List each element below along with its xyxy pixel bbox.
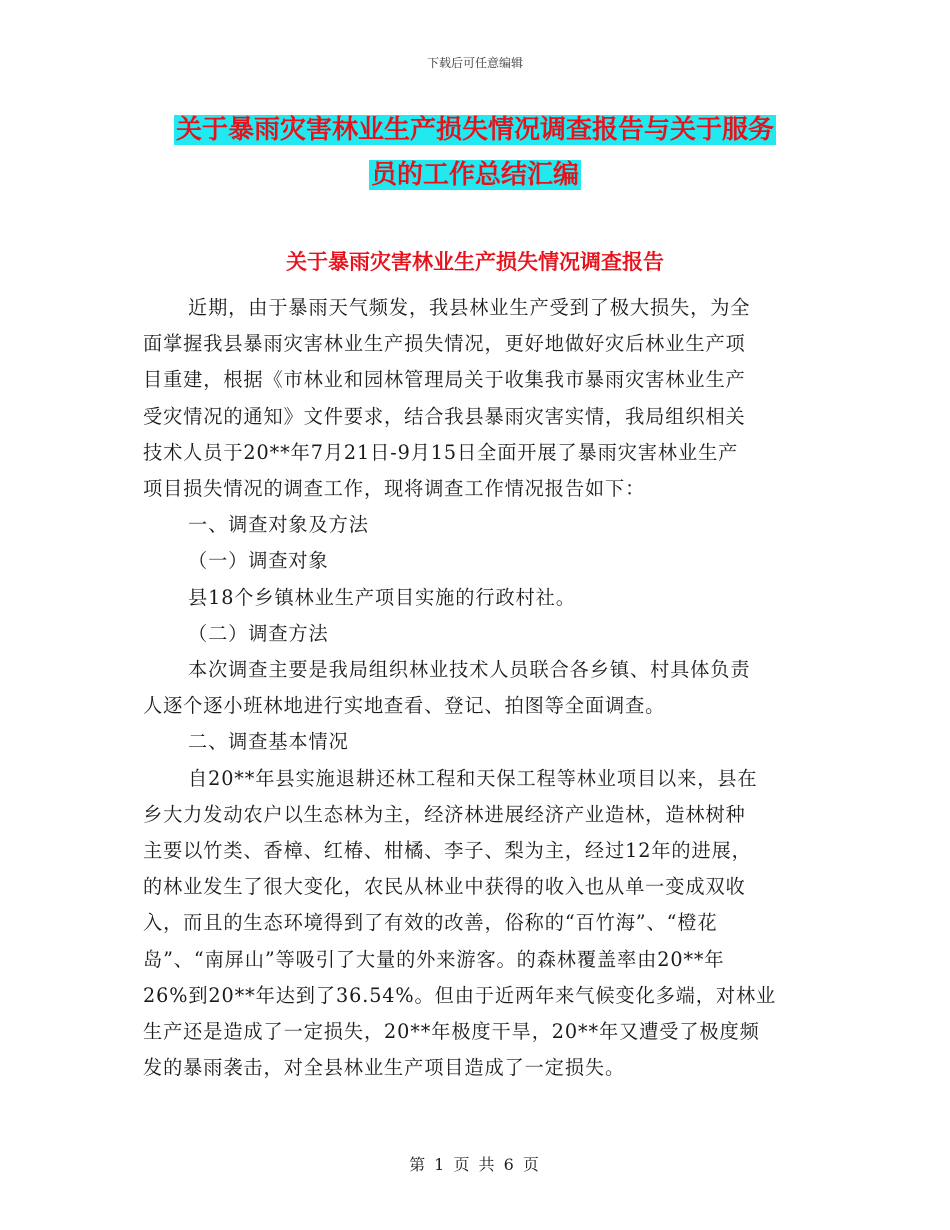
body-line: 技术人员于20**年7月21日-9月15日全面开展了暴雨灾害林业生产 bbox=[143, 440, 739, 464]
subheading-line: （一）调查对象 bbox=[188, 549, 329, 573]
document-title-line-1 bbox=[0, 110, 950, 150]
body-line: 项目损失情况的调查工作，现将调查工作情况报告如下： bbox=[143, 477, 646, 501]
body-line: 的林业发生了很大变化，农民从林业中获得的收入也从单一变成双收 bbox=[143, 875, 746, 899]
body-line: 岛”、“南屏山”等吸引了大量的外来游客。的森林覆盖率由20**年 bbox=[143, 947, 725, 971]
page-footer: 第 1 页 共 6 页 bbox=[409, 1155, 541, 1174]
body-line: 主要以竹类、香樟、红椿、柑橘、李子、梨为主，经过12年的进展， bbox=[143, 839, 752, 863]
subheading-line: （二）调查方法 bbox=[188, 621, 329, 645]
body-line: 面掌握我县暴雨灾害林业生产损失情况，更好地做好灾后林业生产项 bbox=[143, 332, 746, 356]
heading-line: 二、调查基本情况 bbox=[188, 730, 349, 754]
section-title: 关于暴雨灾害林业生产损失情况调查报告 bbox=[286, 250, 664, 274]
title-highlight-1: 关于暴雨灾害林业生产损失情况调查报告与关于服务 bbox=[175, 115, 774, 145]
heading-line: 一、调查对象及方法 bbox=[188, 513, 369, 537]
body-line: 受灾情况的通知》文件要求，结合我县暴雨灾害实情，我局组织相关 bbox=[143, 404, 746, 428]
header-note: 下载后可任意编辑 bbox=[426, 56, 523, 70]
body-line: 人逐个逐小班林地进行实地查看、登记、拍图等全面调查。 bbox=[143, 694, 666, 718]
body-line: 县18个乡镇林业生产项目实施的行政村社。 bbox=[188, 585, 576, 609]
body-line: 本次调查主要是我局组织林业技术人员联合各乡镇、村具体负责 bbox=[188, 658, 751, 682]
report-body bbox=[143, 290, 807, 1086]
body-line: 目重建，根据《市林业和园林管理局关于收集我市暴雨灾害林业生产 bbox=[143, 368, 746, 392]
body-line: 自20**年县实施退耕还林工程和天保工程等林业项目以来，县在 bbox=[188, 766, 758, 790]
body-line: 26%到20**年达到了36.54%。但由于近两年来气候变化多端，对林业 bbox=[143, 983, 777, 1007]
body-line: 近期，由于暴雨天气频发，我县林业生产受到了极大损失，为全 bbox=[188, 296, 751, 319]
body-line: 入，而且的生态环境得到了有效的改善，俗称的“百竹海”、“橙花 bbox=[143, 911, 718, 935]
body-line: 发的暴雨袭击，对全县林业生产项目造成了一定损失。 bbox=[143, 1056, 626, 1080]
body-line: 生产还是造成了一定损失，20**年极度干旱，20**年又遭受了极度频 bbox=[143, 1020, 760, 1044]
body-line: 乡大力发动农户以生态林为主，经济林进展经济产业造林，造林树种 bbox=[143, 802, 746, 826]
document-title-line-2 bbox=[0, 155, 950, 195]
title-highlight-2: 员的工作总结汇编 bbox=[370, 160, 579, 190]
